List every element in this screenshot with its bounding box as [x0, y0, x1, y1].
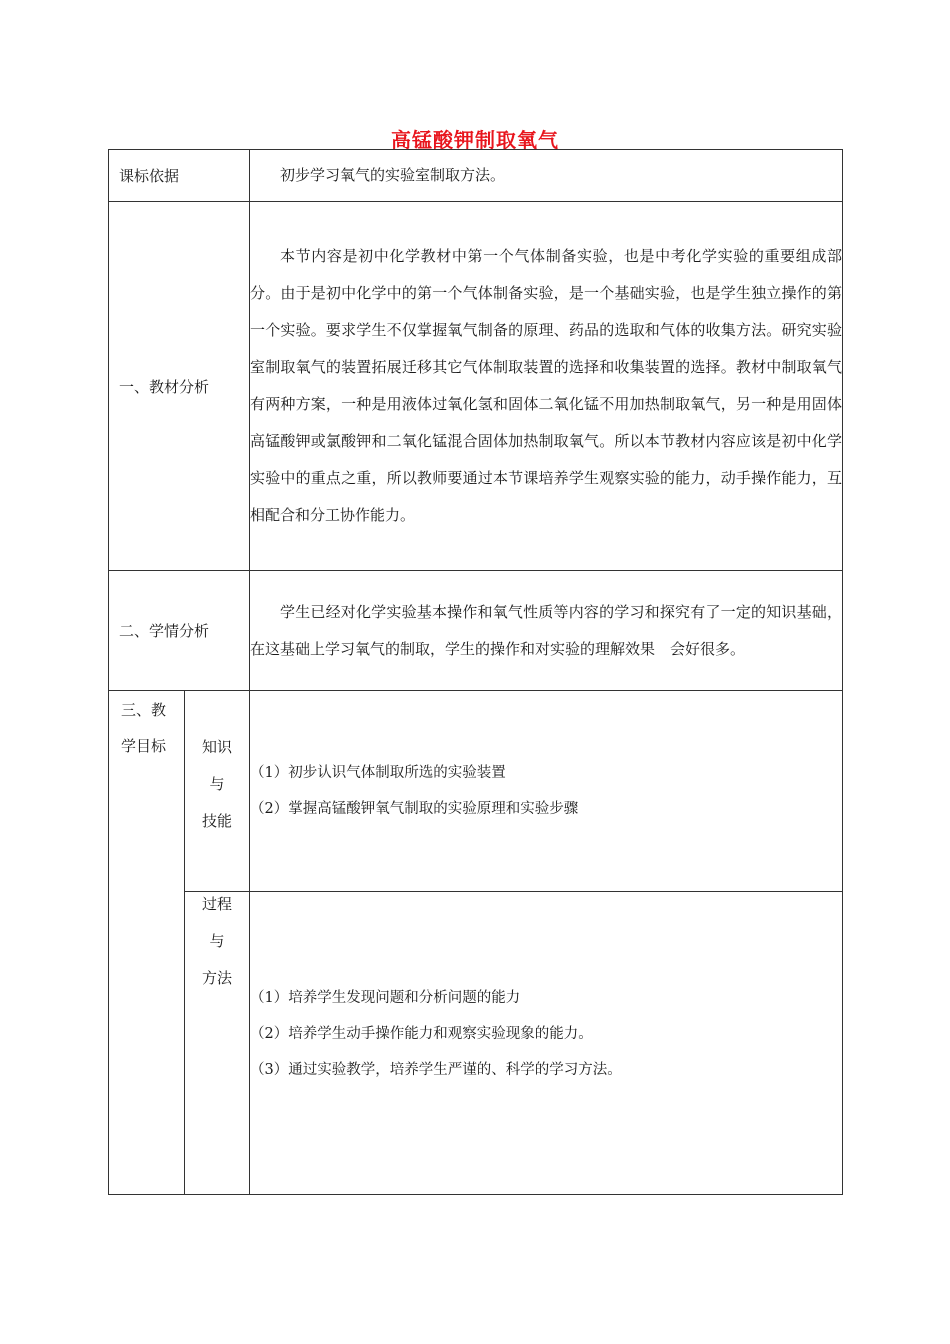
knowledge-label-line1: 知识: [202, 738, 233, 756]
knowledge-label-line2: 与: [209, 775, 225, 793]
knowledge-goal-item: （1）初步认识气体制取所选的实验装置: [250, 765, 506, 781]
students-text: 学生已经对化学实验基本操作和氧气性质等内容的学习和探究有了一定的知识基础，在这基础上学习氧气的制取，学生的操作和对实验的理解效果 会好很多。: [250, 571, 843, 691]
process-label-line1: 过程: [202, 895, 233, 913]
process-goal-item: （2）培养学生动手操作能力和观察实验现象的能力。: [250, 1026, 593, 1042]
row-curriculum-basis: [109, 150, 843, 202]
process-label: [185, 892, 250, 1195]
row-student-analysis: [109, 571, 843, 691]
basis-text: 初步学习氧气的实验室制取方法。: [250, 150, 843, 202]
process-goals: [250, 892, 843, 1195]
objectives-label-line1: 三、教: [121, 701, 167, 719]
knowledge-goal-item: （2）掌握高锰酸钾氧气制取的实验原理和实验步骤: [250, 801, 579, 817]
knowledge-goals: [250, 691, 843, 892]
row-objectives-knowledge: [109, 691, 843, 892]
objectives-label-line2: 学目标: [121, 737, 167, 755]
lesson-plan-table: [108, 149, 843, 1195]
document-title: 高锰酸钾制取氧气: [391, 128, 559, 152]
process-goal-item: （1）培养学生发现问题和分析问题的能力: [250, 990, 521, 1006]
textbook-text: 本节内容是初中化学教材中第一个气体制备实验，也是中考化学实验的重要组成部分。由于是初中化学中的第一个气体制备实验，是一个基础实验，也是学生独立操作的第一个实验。要求学生不仅掌握氧气制备的原理、药品的选取和气体的收集方法。研究实验室制取氧气的装置拓展迁移其它气体制取装置的选择和收集装置的选择。教材中制取氧气有两种方案，一种是用液体过氧化氢和固体二氧化锰不用加热制取氧气，另一种是用固体高锰酸钾或氯酸钾和二氧化锰混合固体加热制取氧气。所以本节教材内容应该是初中化学实验中的重点之重，所以教师要通过本节课培养学生观察实验的能力，动手操作能力，互相配合和分工协作能力。: [250, 202, 843, 571]
process-label-line3: 方法: [202, 969, 233, 987]
knowledge-label-line3: 技能: [202, 812, 233, 830]
textbook-label: 一、教材分析: [109, 202, 250, 571]
process-goal-item: （3）通过实验教学，培养学生严谨的、科学的学习方法。: [250, 1062, 622, 1078]
knowledge-label: [185, 691, 250, 892]
process-label-line2: 与: [209, 932, 225, 950]
basis-label: 课标依据: [109, 150, 250, 202]
students-label: 二、学情分析: [109, 571, 250, 691]
row-objectives-process: [109, 892, 843, 1195]
row-textbook-analysis: [109, 202, 843, 571]
objectives-label: [109, 691, 185, 1195]
